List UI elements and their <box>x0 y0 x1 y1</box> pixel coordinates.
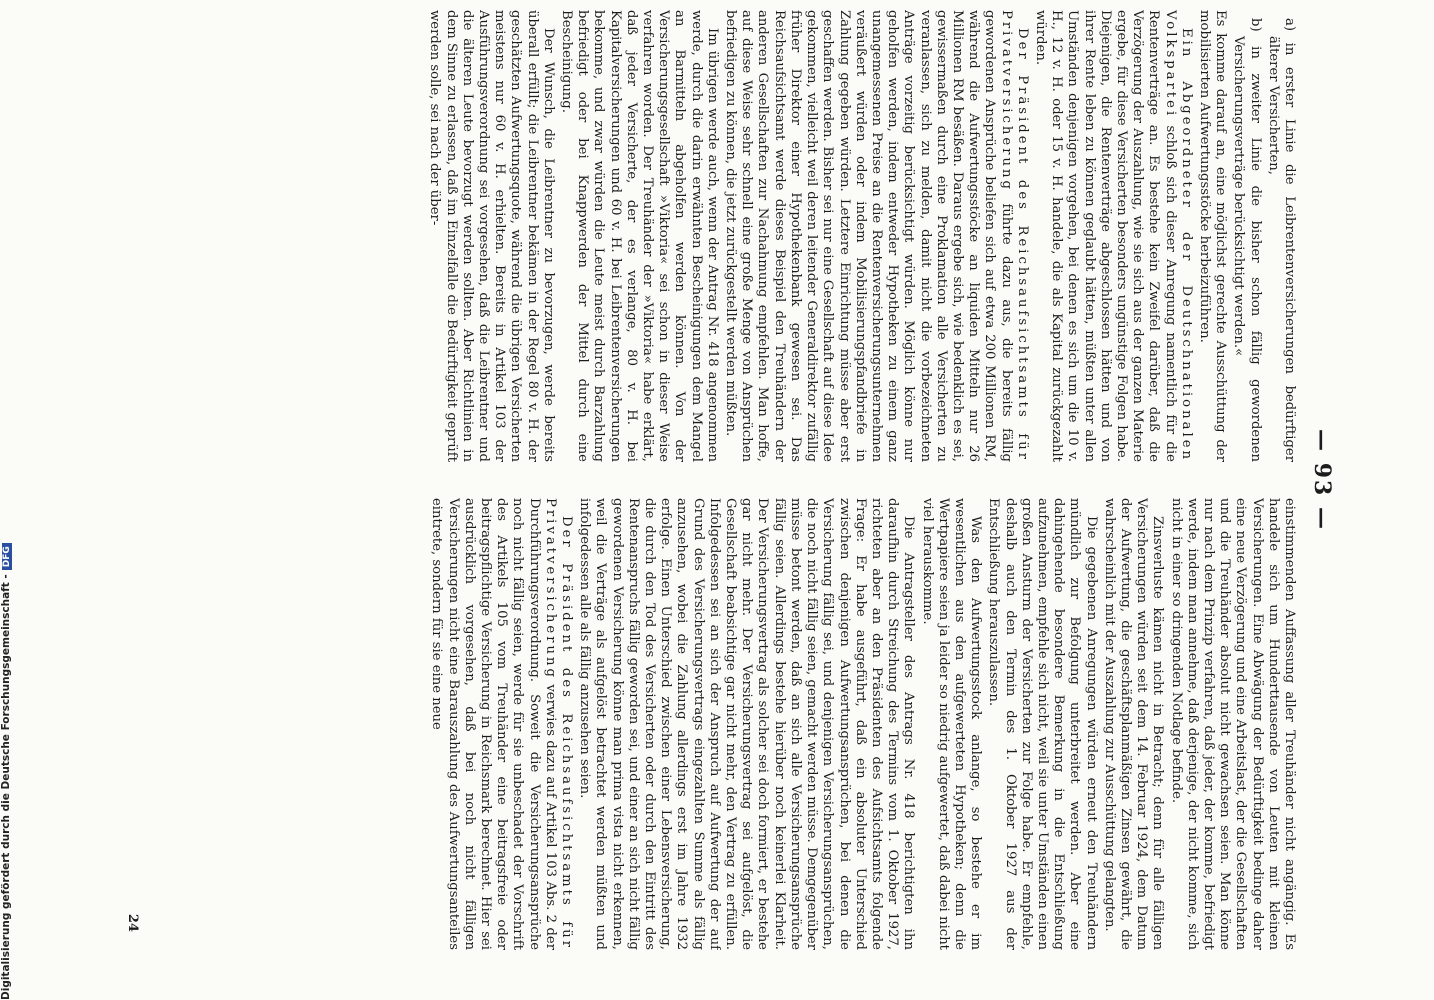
paragraph <box>428 498 574 950</box>
dfg-logo: DFG <box>2 543 12 570</box>
digitization-credit <box>0 546 14 1000</box>
paragraph-text: schloß sich dieser Anregung namentlich für die Rentenverträge an. Es bestehe kein Zweifel darüber, daß die Verzögerung der Auszahlung, wie sie sich aus der ganzen Materie ergebe, für diese Versicherten besonders ungünstige Folgen habe. Diejenigen, die Rentenverträge abgeschlossen hätten und von ihrer Rente leben zu können geglaubt hätten, müßten unter allen Umständen denjenigen vorgehen, bei denen es sich um die 10 v. H., 12 v. H. oder 15 v. H. handele, die als Kapital zurückgezahlt würden. <box>1032 10 1178 462</box>
speaker-lead: Ein Abgeordneter der Deutschnationalen Volkspartei <box>1162 10 1194 462</box>
paragraph: Zinsverluste kämen nicht in Betracht; denn für alle fälligen Versicherungen würden seit dem 14. Februar 1924, dem Datum der Aufwertung, die geschäftsplanmäßigen Zinsen gewährt, die wahrscheinlich mit der Auszahlung zur Ausschüttung gelangten. <box>1101 498 1166 950</box>
rotated-page-content <box>125 10 1335 950</box>
paragraph: Es komme darauf an, eine möglichst gerechte Ausschüttung der mobilisierten Aufwertungsstöcke herbeizuführen. <box>1196 10 1229 462</box>
paragraph: einstimmenden Auffassung aller Treuhänder nicht angängig. Es handele sich um Hunderttausende von Leuten mit kleinen Versicherungen. Eine Abwägung der Bedürftigkeit bedinge daher eine neue Verzögerung und eine Arbeitslast, der die Gesellschaften und die Treuhänder absolut nicht gewachsen seien. Man könne nur nach dem Prinzip verfahren, daß jeder, der komme, befriedigt werde, indem man annehme, daß derjenige, der nicht komme, sich nicht in einer so dringenden Notlage befinde. <box>1168 498 1297 950</box>
list-item-a: a) in erster Linie die Leibrentenversicherungen bedürftiger älterer Versicherten, <box>1265 18 1297 462</box>
paragraph <box>1032 10 1194 462</box>
page-number: — 93 — <box>1309 429 1335 531</box>
paragraph: Die gegebenen Anregungen würden erneut den Treuhändern mündlich zur Befolgung unterbreitet werden. Aber eine dahingehende besondere Bemerkung in die Entschließung aufzunehmen, empfehle sich nicht, weil sie unter Umständen einen großen Ansturm der Versicherten zur Folge habe. Er empfehle, deshalb auch den Termin des 1. Oktober 1927 aus der Entschließung herauszulassen. <box>986 498 1099 950</box>
left-column <box>147 10 1297 462</box>
speaker-lead: Der Präsident des Reichsaufsichtsamts für Privatversicherung <box>998 10 1030 462</box>
signature-mark: 24 <box>125 913 140 932</box>
paragraph-text: verwies dazu auf Artikel 103 Abs. 2 der Durchführungsverordnung. Soweit die Versicherungsansprüche noch nicht fällig seien, werde für sie unbeschadet der Vorschrift des Artikels 105 vom Treuhänder eine beitragsfreie oder beitragspflichtige Versicherung in Reichsmark berechnet. Hier sei ausdrücklich vorgesehen, daß bei noch nicht fälligen Versicherungen nicht eine Barauszahlung des Aufwertungsanteiles eintrete, sondern für sie eine neue <box>429 498 558 950</box>
paragraph: Was den Aufwertungsstock anlange, so bestehe er im wesentlichen aus den aufgewerteten Hypotheken; denn die Wertpapiere seien ja leider so niedrig aufgewertet, daß dabei nicht viel herauskomme. <box>919 498 984 950</box>
paragraph <box>722 10 1030 462</box>
right-column <box>147 498 1297 950</box>
list-item-b: b) in zweiter Linie die bisher schon fällig gewordenen Versicherungsverträge berücksichtigt werden.« <box>1231 18 1263 462</box>
speaker-lead: Der Präsident des Reichsaufsichtsamts für Privatversicherung <box>542 498 575 950</box>
paragraph: Die Antragsteller des Antrags Nr. 418 berichtigten ihn daraufhin durch Streichung des Termins vom 1. Oktober 1927, richteten aber an den Präsidenten des Aufsichtsamts folgende Frage: Er habe ausgeführt, daß ein absoluter Unterschied zwischen denjenigen Aufwertungsansprüchen, bei denen die Versicherung fällig sei, und denjenigen Versicherungsansprüchen, die noch nicht fällig seien, gemacht werden müsse. Demgegenüber müsse betont werden, daß an sich alle Versicherungsansprüche fällig seien. Allerdings bestehe hierüber noch keinerlei Klarheit. Der Versicherungsvertrag als solcher sei doch formiert, er bestehe gar nicht mehr. Der Versicherungsvertrag sei aufgelöst, die Gesellschaft beabsichtige gar nicht mehr, den Vertrag zu erfüllen. Infolgedessen sei an sich der Anspruch auf Aufwertung der auf Grund des Versicherungsvertrags eingezahlten Summe als fällig anzusehen, wobei die Zahlung allerdings erst im Jahre 1932 erfolge. Einen Unterschied zwischen einer Lebensversicherung, die durch den Tod des Versicherten oder durch den Eintritt des Rentenanspruchs fällig geworden sei, und einer an sich nicht fällig gewordenen Versicherung könne man prima vista nicht erkennen, weil die Verträge als aufgelöst betrachtet werden müßten und infolgedessen alle als fällig anzusehen seien. <box>577 498 917 950</box>
credit-text: Digitalisierung gefördert durch die Deutsche Forschungsgemeinschaft - <box>0 574 12 1000</box>
paragraph: Der Wunsch, die Leibrentner zu bevorzugen, werde bereits überall erfüllt; die Leibrentner bekämen in der Regel 80 v. H. der geschätzten Aufwertungsquote, während die übrigen Versicherten meistens nur 60 v. H. erhielten. Bereits in Artikel 103 der Ausführungsverordnung sei vorgesehen, daß die Leibrentner und die älteren Leute bevorzugt werden sollten. Aber Richtlinien in dem Sinne zu erlassen, daß im Einzelfalle die Bedürftigkeit geprüft werden solle, sei nach der über- <box>427 10 556 462</box>
paragraph: Im übrigen werde auch, wenn der Antrag Nr. 418 angenommen werde, durch die darin erwähnten Bescheinigungen dem Mangel an Barmitteln abgeholfen werden können. Von der Versicherungsgesellschaft »Viktoria« sei schon in dieser Weise verfahren worden. Der Treuhänder der »Viktoria« habe erklärt, daß jeder Versicherte, der es verlange, 80 v. H. bei Kapitalversicherungen und 60 v. H. bei Leibrentenversicherungen bekomme, und zwar würden die Leute meist durch Barzahlung befriedigt oder bei Knappwerden der Mittel durch eine Bescheinigung. <box>559 10 720 462</box>
paragraph-text: führte dazu aus, die bereits fällig gewordenen Ansprüche beliefen sich auf etwa 200 Millionen RM, während die Aufwertungsstöcke an liquiden Mitteln nur 26 Millionen RM besäßen. Daraus ergebe sich, wie bedenklich es sei, gewissermaßen durch eine Proklamation alle Versicherten zu veranlassen, sich zu melden, damit nicht die vorbezeichneten Anträge vorzeitig berücksichtigt würden. Möglich könne nur geholfen werden, indem entweder Hypotheken zu einem ganz unangemessenen Preise an die Rentenversicherungsunternehmen veräußert würden oder indem Mobilisierungspfandbriefe in Zahlung gegeben würden. Letztere Einrichtung müsse aber erst geschaffen werden. Bisher sei nur eine Gesellschaft auf diese Idee gekommen, vielleicht weil deren leitender Generaldirektor zufällig früher Direktor einer Hypothekenbank gewesen sei. Das Reichsaufsichtsamt werde dieses Beispiel den Treuhändern der anderen Gesellschaften zur Nachahmung empfehlen. Man hoffe, auf diese Weise sehr schnell eine große Menge von Ansprüchen befriedigen zu können, die jetzt zurückgestellt werden müßten. <box>723 10 1014 462</box>
